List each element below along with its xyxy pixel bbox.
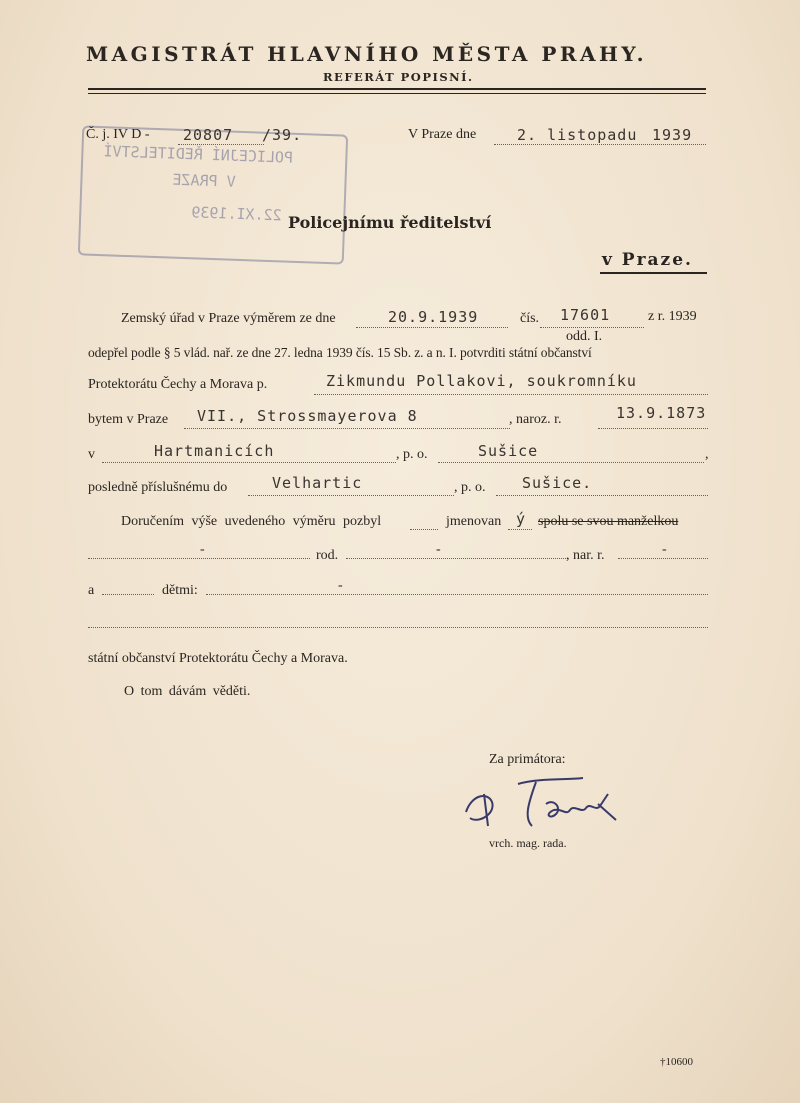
text-p1-cis: čís. <box>520 311 540 326</box>
p5-place-dots <box>102 462 396 463</box>
signature-label: Za primátora: <box>489 752 566 767</box>
stamp-line-1: POLICEJNÍ ŘEDITELSTVÍ <box>103 142 294 167</box>
text-p4-naroz: , naroz. r. <box>509 412 562 427</box>
ending-y: ý <box>516 510 527 528</box>
p1-date-dots <box>356 327 508 328</box>
stamp-line-3: 22.XI.1939 <box>191 203 282 225</box>
domicile-post-office: Sušice. <box>522 474 593 492</box>
addressee-underline <box>600 272 707 274</box>
p8-dots-3 <box>618 558 708 559</box>
text-p10: státní občanství Protektorátu Čechy a Morava. <box>88 651 348 666</box>
decree-number: 17601 <box>560 306 611 324</box>
stamp-line-2: V PRAZE <box>172 170 237 191</box>
p7-ending-dots <box>508 529 532 530</box>
p1-num-dots <box>540 327 644 328</box>
p8-dash-2: - <box>436 542 441 557</box>
text-p1-odd: odd. I. <box>566 329 603 344</box>
text-p8-nar: , nar. r. <box>566 548 605 563</box>
p6-post-dots <box>496 495 708 496</box>
text-p3-label: Protektorátu Čechy a Morava p. <box>88 377 268 392</box>
text-p5-po: , p. o. <box>396 447 428 462</box>
residence-address: VII., Strossmayerova 8 <box>197 407 418 425</box>
p9-dots-3 <box>88 627 708 628</box>
header-rule-thick <box>88 88 706 90</box>
text-p1-a: Zemský úřad v Praze výměrem ze dne <box>121 311 336 326</box>
text-p9-deti: dětmi: <box>162 583 198 598</box>
header-rule-thin <box>88 93 706 94</box>
text-p5-comma: , <box>705 447 709 462</box>
text-p5-v: v <box>88 447 95 462</box>
document-subtitle: REFERÁT POPISNÍ. <box>323 70 474 84</box>
text-p1-zr: z r. 1939 <box>648 309 697 324</box>
document-title: MAGISTRÁT HLAVNÍHO MĚSTA PRAHY. <box>86 42 648 66</box>
police-received-stamp <box>78 125 348 264</box>
text-p7-label: Doručením výše uvedeného výměru pozbyl <box>121 514 382 529</box>
p9-dots-1 <box>102 594 154 595</box>
p8-dots-2 <box>346 558 568 559</box>
signature-role: vrch. mag. rada. <box>489 836 567 850</box>
handwritten-signature <box>458 774 628 834</box>
reference-number: 20807 <box>183 126 234 144</box>
p5-post-dots <box>438 462 704 463</box>
text-p8-rod: rod. <box>316 548 339 563</box>
addressee-line-1: Policejnímu ředitelství <box>288 213 492 232</box>
text-p4-label: bytem v Praze <box>88 412 169 427</box>
text-p7-struck: spolu se svou manželkou <box>538 514 679 529</box>
decree-date: 20.9.1939 <box>388 308 479 326</box>
p7-gap-dots <box>410 529 438 530</box>
reference-year: /39. <box>262 126 303 144</box>
date-place-label: V Praze dne <box>408 127 477 142</box>
form-code: †10600 <box>660 1056 693 1068</box>
p8-dash-3: - <box>662 542 667 557</box>
p4-birth-dots <box>598 428 708 429</box>
ref-number-dots <box>178 144 264 145</box>
p9-dash: - <box>338 578 343 593</box>
issue-date-year: 1939 <box>652 126 693 144</box>
date-dots <box>494 144 706 145</box>
birth-place: Hartmanicích <box>154 442 275 460</box>
text-p9-a: a <box>88 583 95 598</box>
p8-dots-1 <box>88 558 310 559</box>
text-p2: odepřel podle § 5 vlád. nař. ze dne 27. ledna 1939 čís. 15 Sb. z. a n. I. potvrditi státní občanství <box>88 345 592 360</box>
p9-dots-2 <box>206 594 708 595</box>
p8-dash-1: - <box>200 542 205 557</box>
p3-dots <box>314 394 708 395</box>
p4-addr-dots <box>184 428 510 429</box>
birth-post-office: Sušice <box>478 442 539 460</box>
p6-place-dots <box>248 495 454 496</box>
text-p11: O tom dávám věděti. <box>124 684 251 699</box>
text-p6-po: , p. o. <box>454 480 486 495</box>
domicile-place: Velhartic <box>272 474 363 492</box>
reference-prefix: Č. j. IV D - <box>86 127 150 142</box>
birth-date: 13.9.1873 <box>616 404 707 422</box>
text-p7-jmenovan: jmenovan <box>446 514 502 529</box>
text-p6-label: posledně příslušnému do <box>88 480 228 495</box>
issue-date: 2. listopadu <box>517 126 638 144</box>
addressee-line-2: v Praze. <box>602 250 693 270</box>
person-name: Zikmundu Pollakovi, soukromníku <box>326 372 637 390</box>
